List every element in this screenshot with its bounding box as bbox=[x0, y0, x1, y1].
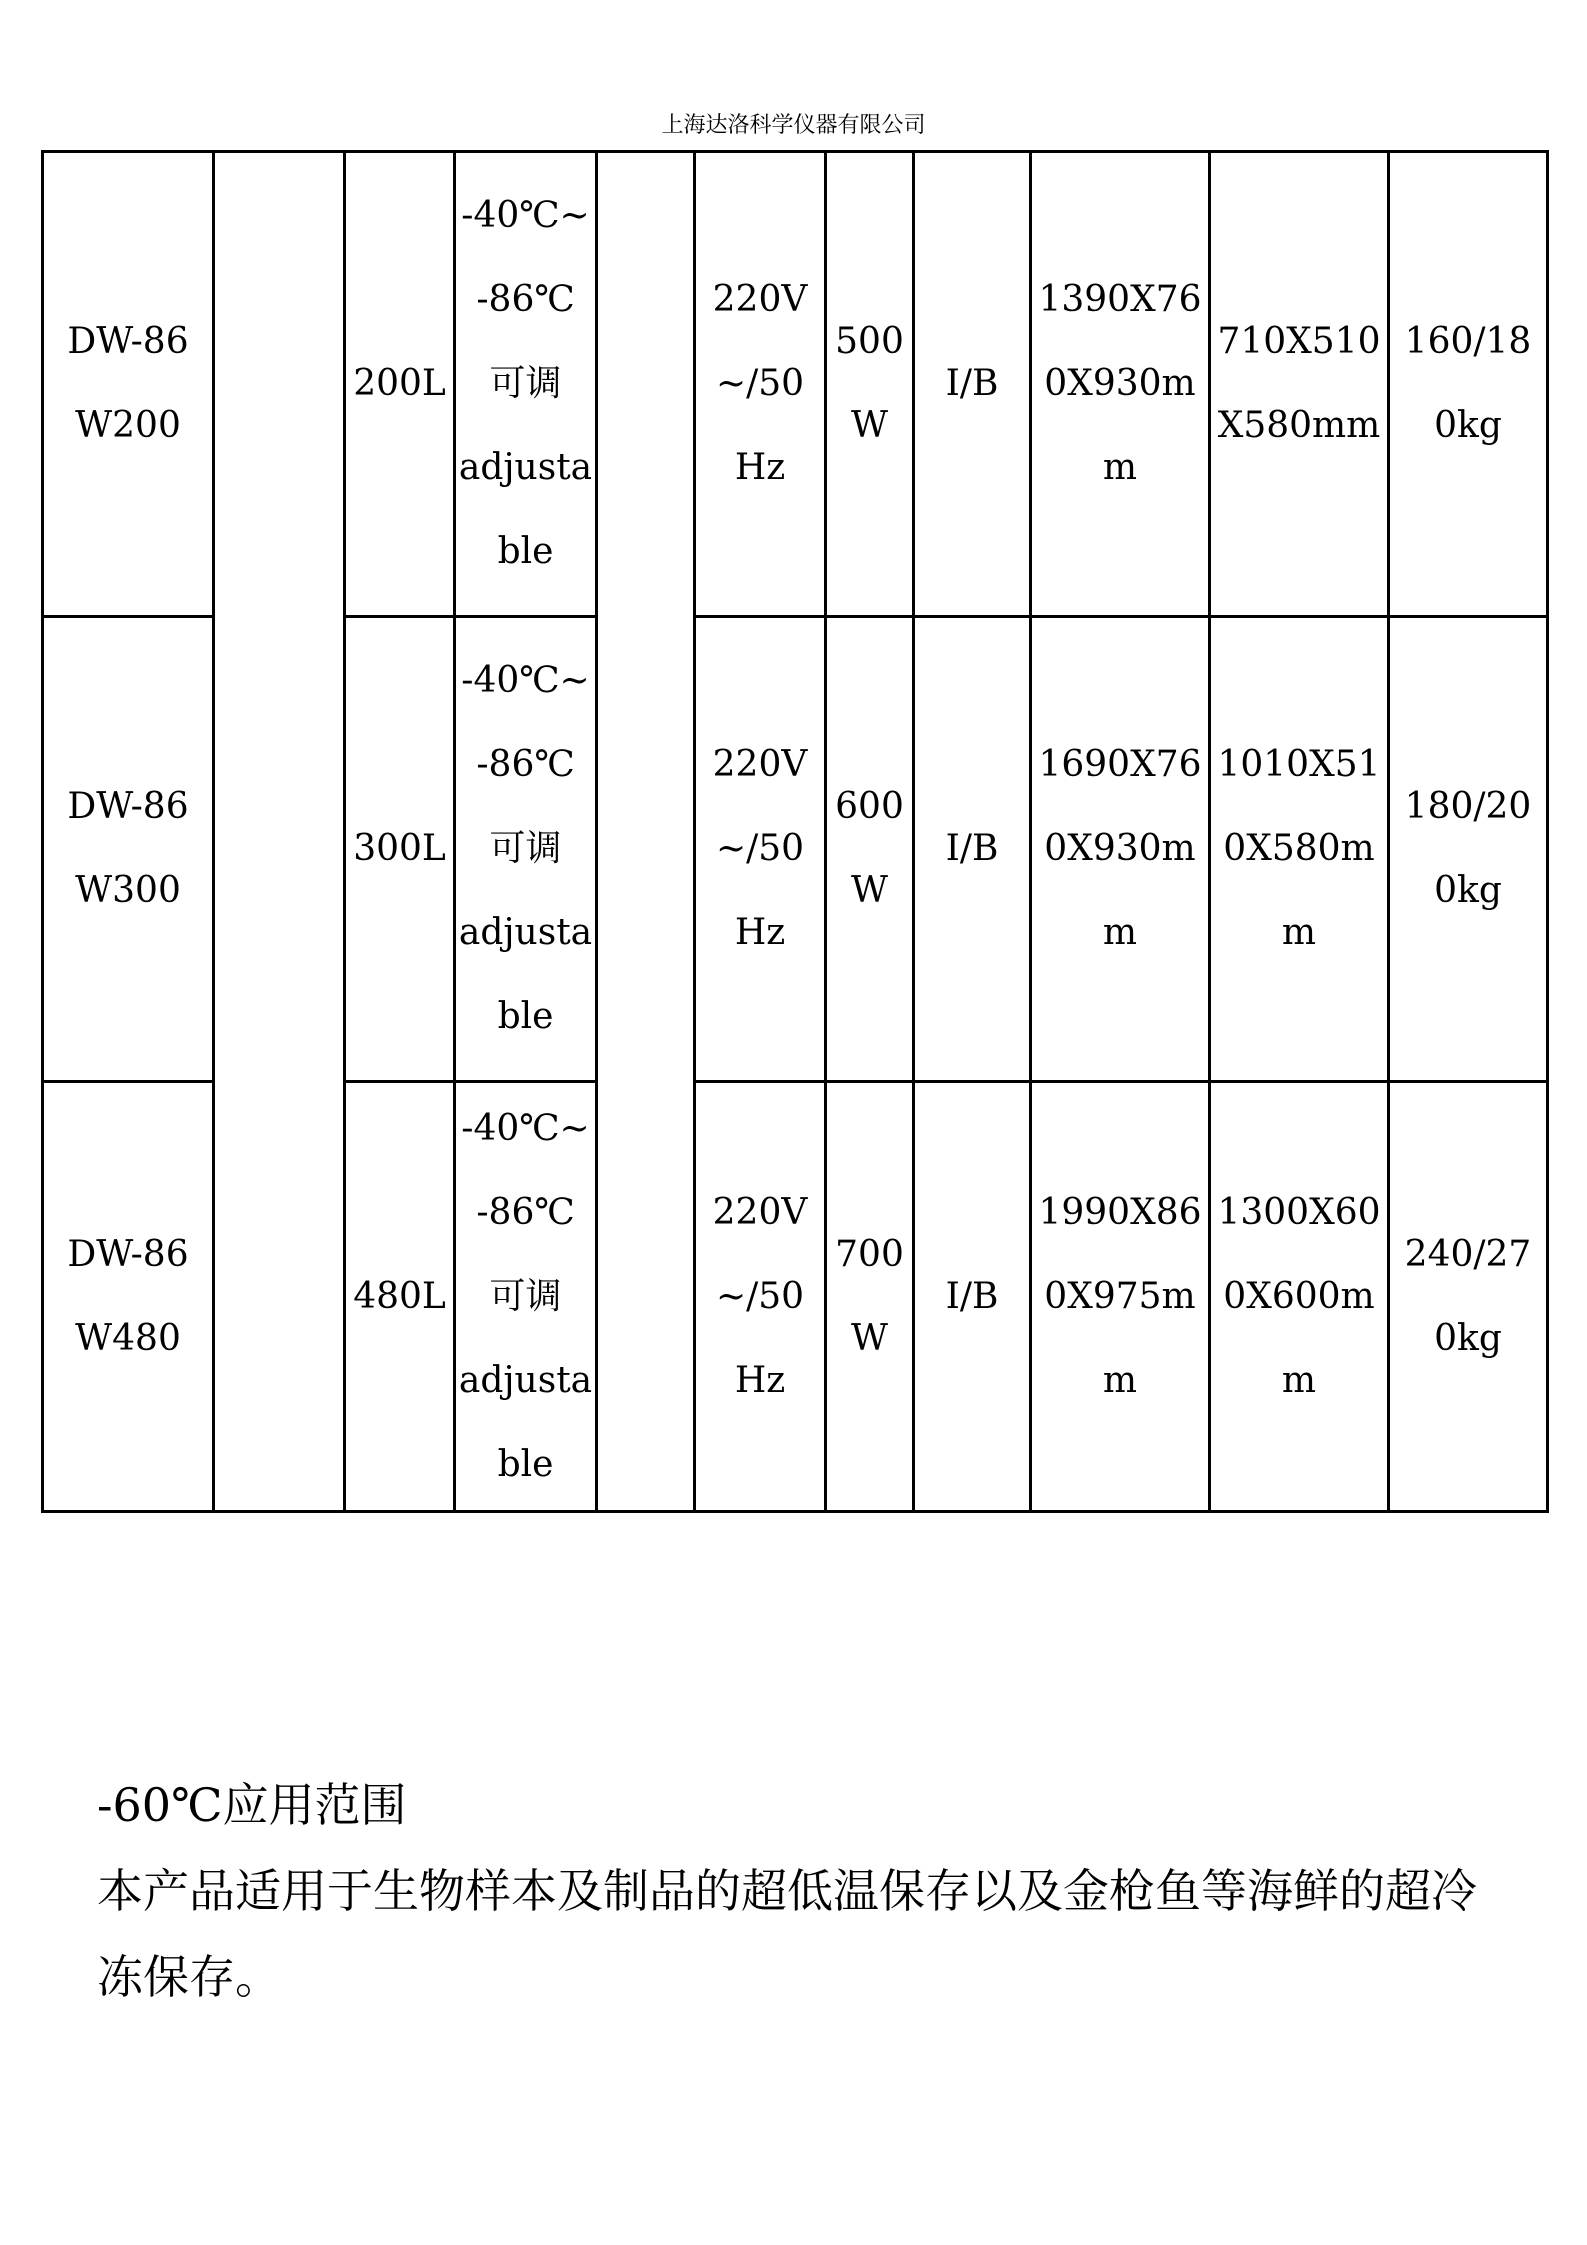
temp-range-high: -40℃~ bbox=[461, 195, 590, 236]
class-cell: I/B bbox=[914, 1082, 1031, 1512]
power-supply-cell: 220V~/50Hz bbox=[695, 152, 826, 617]
page-header: 上海达洛科学仪器有限公司 bbox=[661, 113, 926, 138]
volume-cell: 200L bbox=[345, 152, 455, 617]
notes-body: 本产品适用于生物样本及制品的超低温保存以及金枪鱼等海鲜的超冷冻保存。 bbox=[97, 1864, 1477, 2004]
external-dim-cell: 1990X860X975mm bbox=[1031, 1082, 1210, 1512]
internal-dim-cell: 710X510X580mm bbox=[1210, 152, 1389, 617]
temp-adjustable-cn: 可调 bbox=[489, 1275, 562, 1317]
power-cell: 600W bbox=[826, 617, 914, 1082]
model-cell: DW-86W300 bbox=[43, 617, 214, 1082]
blank-cell bbox=[214, 152, 345, 1512]
temp-adjustable-en: adjustable bbox=[458, 1359, 593, 1485]
weight-cell: 160/180kg bbox=[1389, 152, 1548, 617]
temp-range-cell bbox=[455, 152, 597, 617]
weight-cell: 240/270kg bbox=[1389, 1082, 1548, 1512]
model-cell: DW-86W480 bbox=[43, 1082, 214, 1512]
class-cell: I/B bbox=[914, 617, 1031, 1082]
temp-adjustable-en: adjustable bbox=[458, 447, 593, 572]
model-cell: DW-86W200 bbox=[43, 152, 214, 617]
internal-dim-cell: 1010X510X580mm bbox=[1210, 617, 1389, 1082]
power-cell: 500W bbox=[826, 152, 914, 617]
temp-range-cell bbox=[455, 1082, 597, 1512]
volume-cell: 300L bbox=[345, 617, 455, 1082]
power-supply-cell: 220V~/50Hz bbox=[695, 617, 826, 1082]
temp-range-low: -86℃ bbox=[476, 744, 575, 785]
temp-adjustable-en: adjustable bbox=[458, 912, 593, 1037]
temp-range-high: -40℃~ bbox=[461, 1107, 590, 1149]
external-dim-cell: 1690X760X930mm bbox=[1031, 617, 1210, 1082]
temp-range-low: -86℃ bbox=[476, 279, 575, 320]
application-notes bbox=[97, 1762, 1517, 2020]
temp-adjustable-cn: 可调 bbox=[489, 828, 562, 869]
temp-range-cell bbox=[455, 617, 597, 1082]
notes-heading: -60℃应用范围 bbox=[97, 1778, 407, 1832]
weight-cell: 180/200kg bbox=[1389, 617, 1548, 1082]
internal-dim-cell: 1300X600X600mm bbox=[1210, 1082, 1389, 1512]
blank-cell bbox=[597, 152, 695, 1512]
class-cell: I/B bbox=[914, 152, 1031, 617]
power-cell: 700W bbox=[826, 1082, 914, 1512]
temp-adjustable-cn: 可调 bbox=[489, 363, 562, 404]
volume-cell: 480L bbox=[345, 1082, 455, 1512]
external-dim-cell: 1390X760X930mm bbox=[1031, 152, 1210, 617]
spec-table bbox=[41, 150, 1549, 1513]
temp-range-low: -86℃ bbox=[476, 1191, 575, 1233]
temp-range-high: -40℃~ bbox=[461, 660, 590, 701]
power-supply-cell: 220V~/50Hz bbox=[695, 1082, 826, 1512]
table-row bbox=[43, 152, 1548, 617]
